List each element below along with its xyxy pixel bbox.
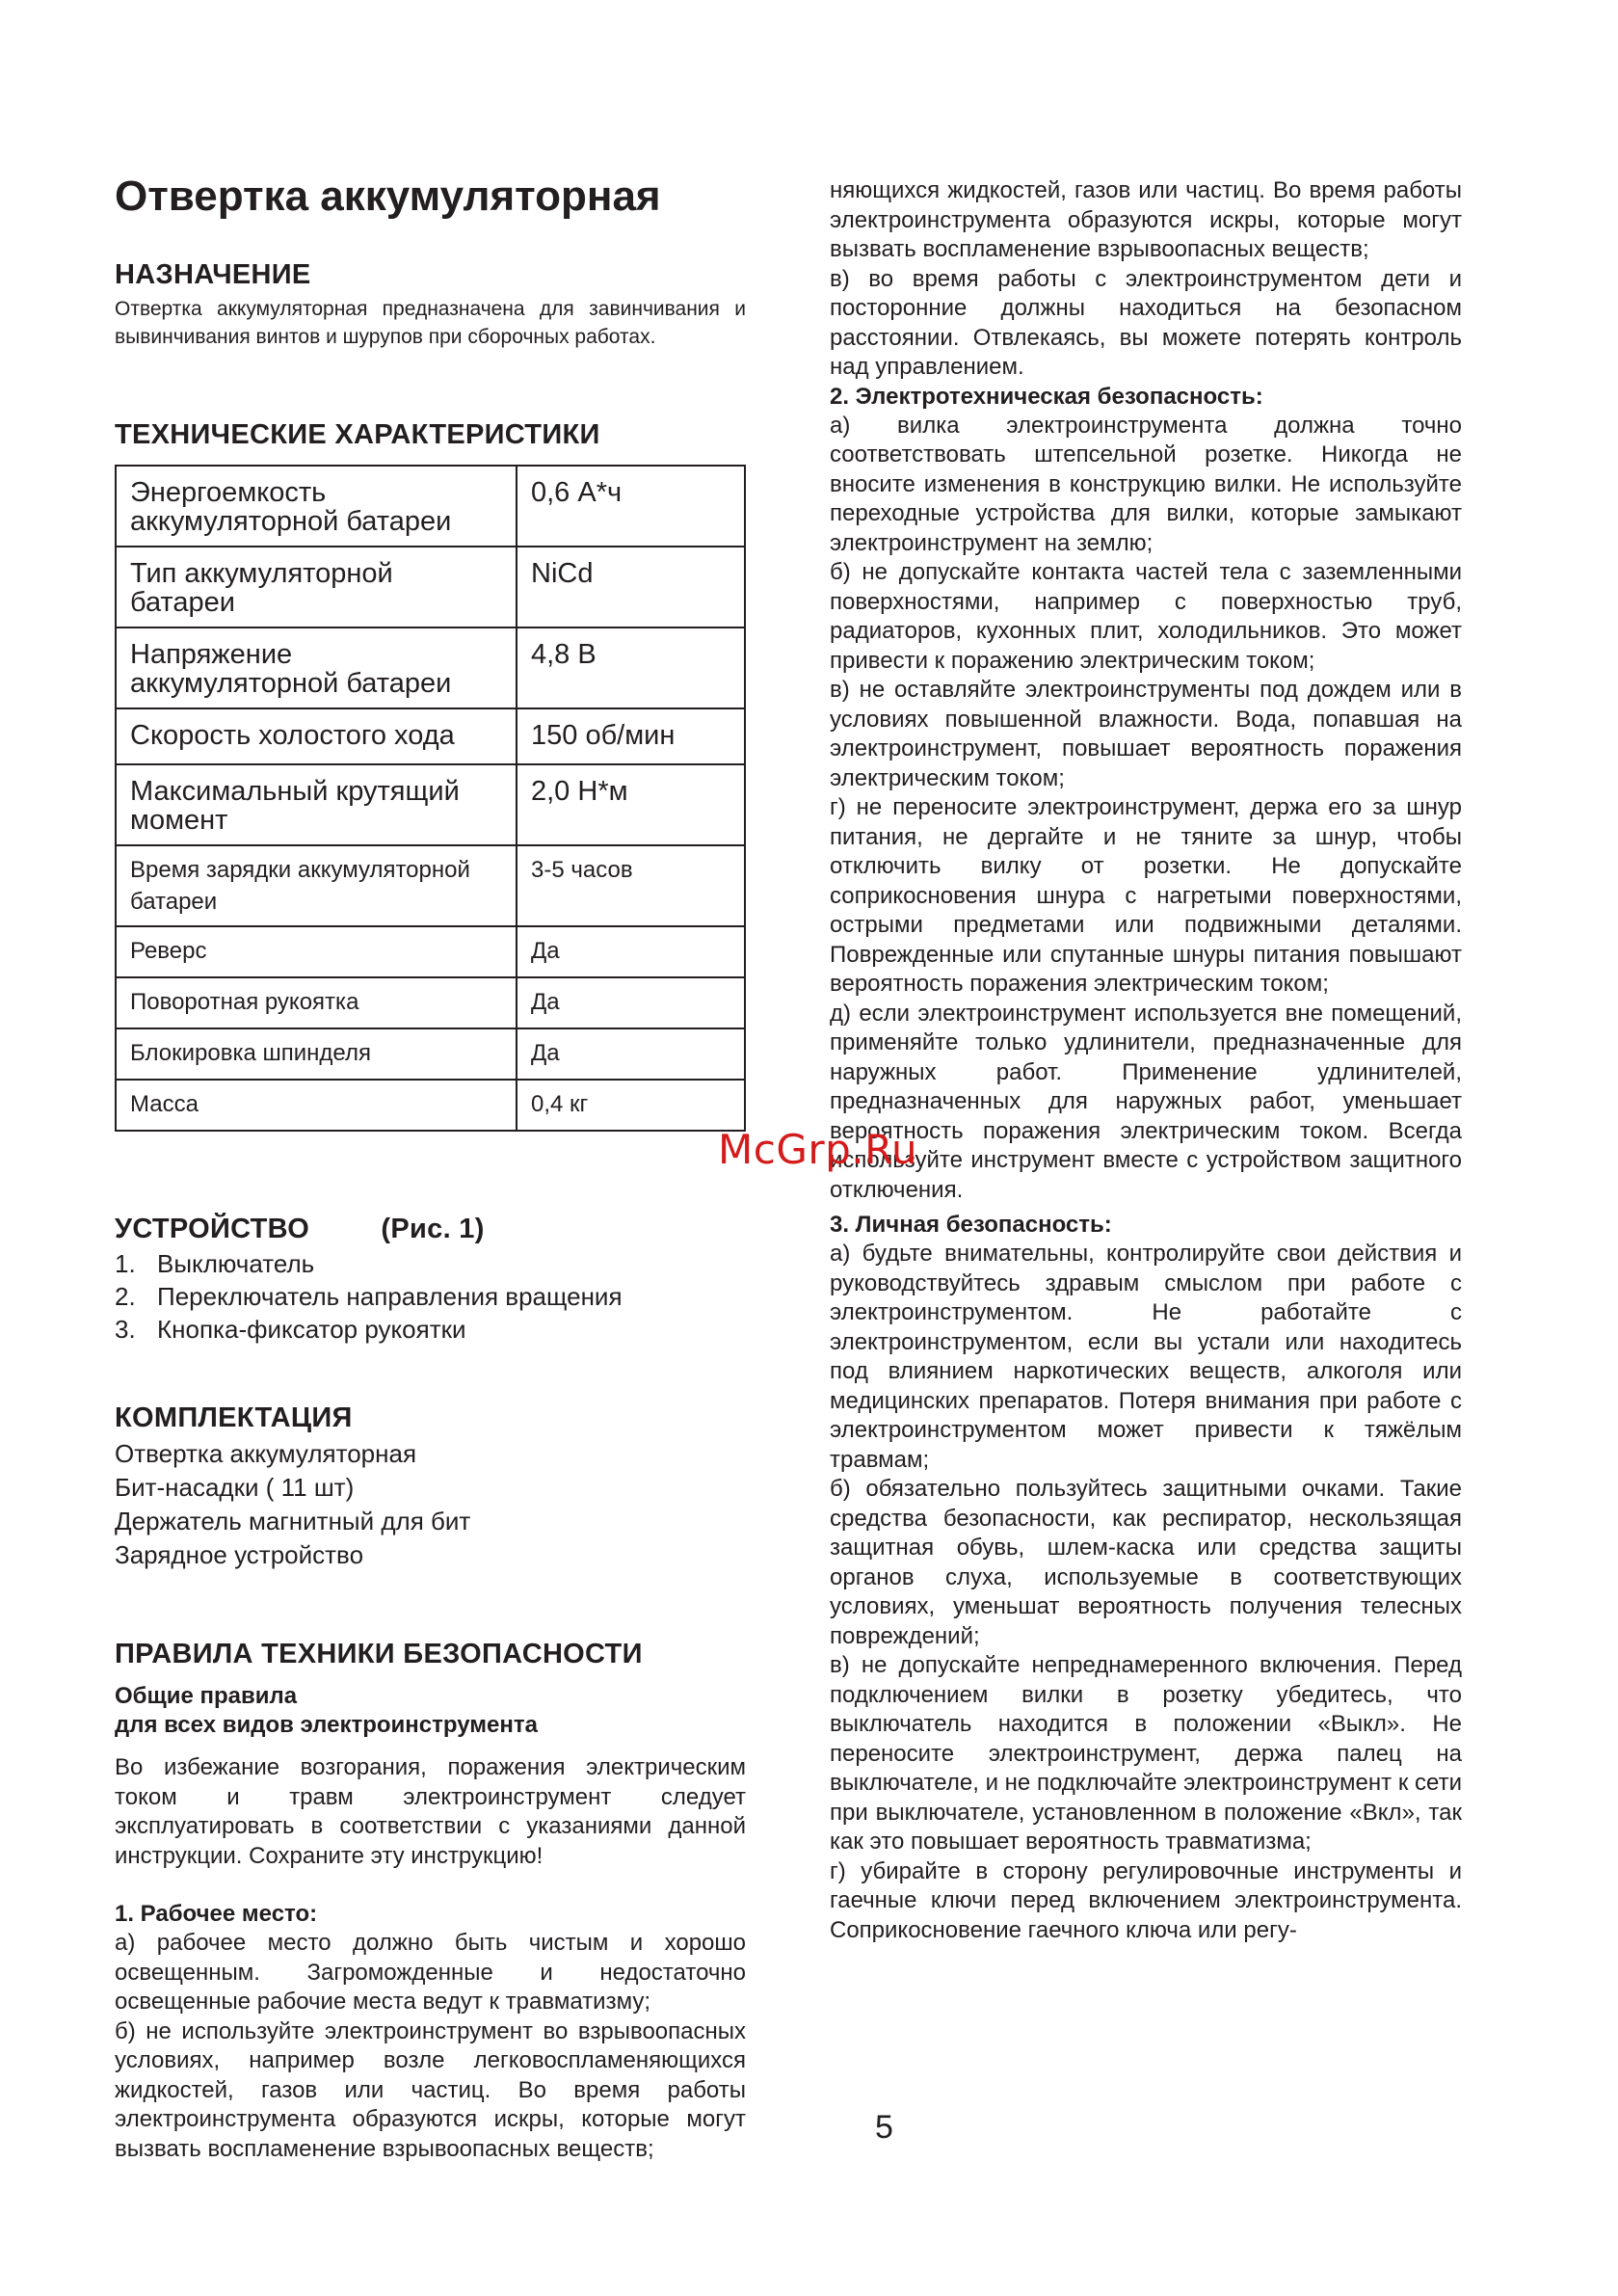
- device-title: УСТРОЙСТВО: [115, 1214, 310, 1244]
- workplace-title: 1. Рабочее место:: [115, 1901, 318, 1927]
- spec-value: Да: [517, 1028, 745, 1080]
- list-text: Переключатель направления вращения: [157, 1282, 623, 1311]
- spec-value: 0,6 А*ч: [517, 466, 745, 547]
- list-number: 3.: [115, 1315, 136, 1344]
- device-heading: [115, 1213, 746, 1245]
- spec-value: Да: [517, 926, 745, 977]
- spec-label: Масса: [116, 1080, 517, 1131]
- general-rules-title: Общие правила: [115, 1683, 298, 1709]
- workplace-v: в) во время работы с электроинструментом дети и посторонние должны находиться на безопасном расстоянии. Отвлекаясь, вы можете потерять контроль над управлением.: [830, 265, 1462, 380]
- spec-label: Напряжение аккумуляторной батареи: [116, 627, 517, 708]
- electric-b: б) не допускайте контакта частей тела с заземленными поверхностями, например с поверхностью труб, радиаторов, кухонных плит, холодильников. Это может привести к поражению электрическим током;: [830, 559, 1462, 674]
- table-row: [116, 1080, 745, 1131]
- figure-reference: (Рис. 1): [381, 1214, 485, 1244]
- spec-value: 3-5 часов: [517, 845, 745, 926]
- safety-section: [115, 1638, 746, 2162]
- spec-label: Тип аккумуляторной батареи: [116, 547, 517, 627]
- list-item: [115, 1313, 746, 1346]
- workplace-b: б) не используйте электроинструмент во взрывоопасных условиях, например возле легковоспламеняющихся жидкостей, газов или частиц. Во время работы электроинструмента образуются искры, которые могут вызвать воспламенение взрывоопасных веществ;: [115, 2017, 746, 2162]
- workplace-b-continued: няющихся жидкостей, газов или частиц. Во время работы электроинструмента образуются искры, которые могут вызвать воспламенение взрывоопасных веществ;: [830, 177, 1462, 262]
- device-list: [115, 1247, 746, 1346]
- spec-value: Да: [517, 977, 745, 1028]
- table-row: [116, 708, 745, 764]
- table-row: [116, 977, 745, 1028]
- spec-value: 0,4 кг: [517, 1080, 745, 1131]
- left-column: [115, 172, 746, 2162]
- spec-label: Время зарядки аккумуляторной батареи: [116, 845, 517, 926]
- spec-value: 150 об/мин: [517, 708, 745, 764]
- table-row: [116, 1028, 745, 1080]
- personal-title: 3. Личная безопасность:: [830, 1212, 1112, 1238]
- electric-d: д) если электроинструмент используется вне помещений, применяйте только удлинители, предназначенные для наружных работ. Применение удлинителей, предназначенных для наружных работ, уменьшает вероятность поражения электрическим током. Всегда используйте инструмент вместе с устройством защитного отключения.: [830, 1000, 1462, 1203]
- spec-label: Скорость холостого хода: [116, 708, 517, 764]
- electric-v: в) не оставляйте электроинструменты под дождем или в условиях повышенной влажности. Вода, попавшая на электроинструмент, повышает вероятность поражения электрическим током;: [830, 677, 1462, 791]
- list-text: Выключатель: [157, 1249, 315, 1278]
- electric-a: а) вилка электроинструмента должна точно соответствовать штепсельной розетке. Никогда не вносите изменения в конструкцию вилки. Не используйте переходные устройства для вилки, которые замыкают электроинструмент на землю;: [830, 412, 1462, 556]
- device-section: [115, 1213, 746, 1346]
- kit-item: Зарядное устройство: [115, 1540, 364, 1569]
- kit-section: [115, 1402, 746, 1572]
- general-rules-subtitle: для всех видов электроинструмента: [115, 1712, 538, 1738]
- kit-item: Держатель магнитный для бит: [115, 1507, 471, 1535]
- table-row: [116, 845, 745, 926]
- watermark: McGrp.Ru: [718, 1126, 918, 1173]
- specs-table: [115, 465, 746, 1132]
- purpose-text: Отвертка аккумуляторная предназначена для завинчивания и вывинчивания винтов и шурупов при сборочных работах.: [115, 298, 746, 348]
- table-row: [116, 627, 745, 708]
- list-number: 2.: [115, 1282, 136, 1311]
- kit-item: Отвертка аккумуляторная: [115, 1439, 417, 1468]
- spec-label: Поворотная рукоятка: [116, 977, 517, 1028]
- electric-title: 2. Электротехническая безопасность:: [830, 383, 1263, 410]
- electric-g: г) не переносите электроинструмент, держа его за шнур питания, не дергайте и не тяните за шнур, чтобы отключить вилку от розетки. Не допускайте соприкосновения шнура с нагретыми поверхностями, острыми предметами или подвижными деталями. Поврежденные или спутанные шнуры питания повышают вероятность поражения электрическим током;: [830, 794, 1462, 997]
- specs-heading: ТЕХНИЧЕСКИЕ ХАРАКТЕРИСТИКИ: [115, 419, 600, 450]
- table-row: [116, 547, 745, 627]
- personal-a: а) будьте внимательны, контролируйте свои действия и руководствуйтесь здравым смыслом при работе с электроинструментом. Не работайте с электроинструментом, если вы устали или находитесь под влиянием наркотических веществ, алкоголя или медицинских препаратов. Потеря внимания при работе с электроинструментом может привести к тяжёлым травмам;: [830, 1241, 1462, 1473]
- workplace-a: а) рабочее место должно быть чистым и хорошо освещенным. Загроможденные и недостаточно освещенные рабочие места ведут к травматизму;: [115, 1930, 746, 2015]
- spec-label: Реверс: [116, 926, 517, 977]
- list-text: Кнопка-фиксатор рукоятки: [157, 1315, 466, 1344]
- personal-v: в) не допускайте непреднамеренного включения. Перед подключением вилки в розетку убедитесь, что выключатель находится в положении «Выкл». Не переносите электроинструмент, держа палец на выключателе, и не подключайте электроинструмент к сети при выключателе, установленном в положение «Вкл», так как это повышает вероятность травматизма;: [830, 1652, 1462, 1855]
- spec-label: Блокировка шпинделя: [116, 1028, 517, 1080]
- right-column: [830, 176, 1462, 1945]
- spec-label: Энергоемкость аккумуляторной батареи: [116, 466, 517, 547]
- purpose-heading: НАЗНАЧЕНИЕ: [115, 259, 311, 290]
- spec-label: Максимальный крутящий момент: [116, 764, 517, 845]
- list-item: [115, 1247, 746, 1280]
- kit-item: Бит-насадки ( 11 шт): [115, 1473, 355, 1502]
- safety-intro: Во избежание возгорания, поражения электрическим током и травм электроинструмент следует эксплуатировать в соответствии с указаниями данной инструкции. Сохраните эту инструкцию!: [115, 1754, 746, 1869]
- list-item: [115, 1280, 746, 1313]
- personal-b: б) обязательно пользуйтесь защитными очками. Такие средства безопасности, как респиратор, нескользящая защитная обувь, шлем-каска или средства защиты органов слуха, используемые в соответствующих условиях, уменьшат вероятность получения телесных повреждений;: [830, 1476, 1462, 1649]
- safety-heading: ПРАВИЛА ТЕХНИКИ БЕЗОПАСНОСТИ: [115, 1639, 643, 1669]
- table-row: [116, 926, 745, 977]
- kit-heading: КОМПЛЕКТАЦИЯ: [115, 1402, 353, 1433]
- table-row: [116, 764, 745, 845]
- page-title: Отвертка аккумуляторная: [115, 173, 661, 220]
- personal-g: г) убирайте в сторону регулировочные инструменты и гаечные ключи перед включением электроинструмента. Соприкосновение гаечного ключа или регу-: [830, 1857, 1462, 1943]
- spec-value: 2,0 Н*м: [517, 764, 745, 845]
- page-number: 5: [875, 2109, 893, 2146]
- table-row: [116, 466, 745, 547]
- spec-value: NiCd: [517, 547, 745, 627]
- spec-value: 4,8 В: [517, 627, 745, 708]
- list-number: 1.: [115, 1249, 136, 1278]
